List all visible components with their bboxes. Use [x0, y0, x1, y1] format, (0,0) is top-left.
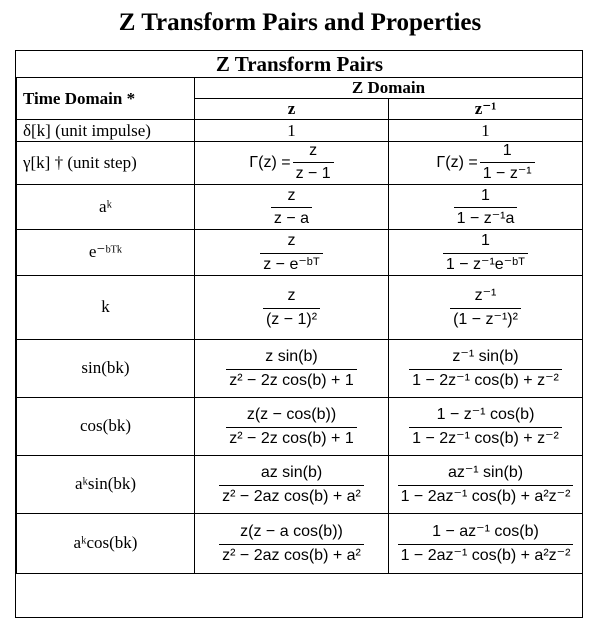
z-inverse-lhs: Γ(z) = — [436, 153, 478, 171]
z-numerator: z — [287, 232, 296, 250]
table-row — [17, 397, 583, 455]
z-numerator: z sin(b) — [265, 348, 318, 366]
z-inverse-numerator: 1 — [481, 232, 490, 250]
z-expression — [260, 232, 323, 274]
table-body — [17, 120, 583, 574]
z-inverse-denominator: 1 − z⁻¹e⁻ᵇᵀ — [443, 253, 528, 274]
z-inverse-expression — [398, 464, 574, 506]
time-domain-cell: sin(bk) — [17, 339, 195, 397]
z-inverse-fraction — [443, 232, 528, 274]
z-inverse-denominator: 1 − 2z⁻¹ cos(b) + z⁻² — [409, 427, 562, 448]
z-inverse-numerator: z⁻¹ sin(b) — [452, 348, 519, 366]
z-denominator: z − a — [271, 207, 312, 228]
z-domain-cell — [195, 229, 389, 275]
z-expression — [271, 187, 312, 229]
time-domain-cell: aᵏsin(bk) — [17, 455, 195, 513]
z-inverse-denominator: 1 − z⁻¹a — [454, 207, 518, 228]
z-fraction — [226, 348, 357, 390]
z-numerator: z — [287, 186, 296, 204]
time-domain-cell: e⁻ᵇᵀᵏ — [17, 229, 195, 275]
z-inverse-denominator: 1 − 2az⁻¹ cos(b) + a²z⁻² — [398, 485, 574, 506]
z-inverse-fraction — [398, 464, 574, 506]
time-domain-cell: aᵏ — [17, 184, 195, 229]
z-fraction — [260, 232, 323, 274]
z-fraction — [271, 187, 312, 229]
z-inverse-fraction — [409, 406, 562, 448]
z-inverse-denominator: 1 − 2az⁻¹ cos(b) + a²z⁻² — [398, 544, 574, 565]
z-inverse-denominator: 1 − z⁻¹ — [480, 162, 535, 183]
z-denominator: z² − 2z cos(b) + 1 — [226, 369, 357, 390]
z-domain-cell — [195, 397, 389, 455]
z-domain-cell — [195, 455, 389, 513]
z-inverse-numerator: 1 — [502, 142, 512, 159]
z-inverse-numerator: az⁻¹ sin(b) — [447, 464, 524, 482]
z-inverse-denominator: 1 − 2z⁻¹ cos(b) + z⁻² — [409, 369, 562, 390]
z-inverse-expression — [436, 142, 534, 184]
table-row — [17, 339, 583, 397]
z-inverse-domain-cell — [389, 229, 583, 275]
z-inverse-expression — [450, 287, 521, 329]
table-title: Z Transform Pairs — [17, 51, 583, 78]
time-domain-cell: k — [17, 275, 195, 339]
z-numerator: z — [309, 142, 318, 159]
header-time-domain: Time Domain * — [17, 78, 195, 120]
table-row — [17, 142, 583, 185]
z-inverse-expression — [409, 348, 562, 390]
z-domain-cell — [195, 142, 389, 185]
z-expression — [226, 406, 357, 448]
z-inverse-domain-cell — [389, 275, 583, 339]
z-domain-cell — [195, 513, 389, 573]
z-inverse-numerator: z⁻¹ — [474, 287, 497, 305]
z-expression — [249, 142, 333, 184]
z-denominator: z² − 2az cos(b) + a² — [219, 544, 364, 565]
time-domain-cell: γ[k] † (unit step) — [17, 142, 195, 185]
z-value: 1 — [287, 120, 296, 140]
z-denominator: z − e⁻ᵇᵀ — [260, 253, 323, 274]
z-domain-cell — [195, 339, 389, 397]
z-inverse-domain-cell — [389, 120, 583, 142]
z-inverse-value: 1 — [481, 120, 490, 140]
z-expression — [226, 348, 357, 390]
table-row — [17, 513, 583, 573]
z-inverse-numerator: 1 − az⁻¹ cos(b) — [432, 523, 539, 541]
z-expression — [219, 464, 364, 506]
z-inverse-denominator: (1 − z⁻¹)² — [450, 308, 521, 329]
time-domain-cell: δ[k] (unit impulse) — [17, 120, 195, 142]
z-denominator: (z − 1)² — [263, 308, 320, 329]
z-inverse-fraction — [480, 142, 535, 184]
z-lhs: Γ(z) = — [249, 153, 291, 171]
z-expression — [287, 121, 296, 141]
z-inverse-fraction — [398, 523, 574, 565]
z-expression — [263, 287, 320, 329]
z-denominator: z − 1 — [293, 162, 334, 183]
z-fraction — [263, 287, 320, 329]
z-inverse-fraction — [409, 348, 562, 390]
z-inverse-expression — [454, 187, 518, 229]
z-fraction — [219, 464, 364, 506]
z-fraction — [226, 406, 357, 448]
z-inverse-expression — [409, 406, 562, 448]
z-inverse-domain-cell — [389, 513, 583, 573]
z-denominator: z² − 2z cos(b) + 1 — [226, 427, 357, 448]
table-row — [17, 120, 583, 142]
z-inverse-expression — [398, 523, 574, 565]
z-numerator: z(z − cos(b)) — [246, 406, 337, 424]
page-title: Z Transform Pairs and Properties — [118, 9, 482, 36]
z-numerator: z(z − a cos(b)) — [240, 523, 343, 541]
table-row — [17, 455, 583, 513]
z-inverse-numerator: 1 — [481, 186, 490, 204]
z-inverse-domain-cell — [389, 455, 583, 513]
z-domain-cell — [195, 120, 389, 142]
header-z-inverse: z⁻¹ — [389, 99, 583, 120]
transform-table-frame — [15, 50, 583, 618]
z-inverse-expression — [443, 232, 528, 274]
z-inverse-domain-cell — [389, 397, 583, 455]
table-row — [17, 184, 583, 229]
z-inverse-expression — [481, 121, 490, 141]
time-domain-cell: cos(bk) — [17, 397, 195, 455]
z-domain-cell — [195, 275, 389, 339]
z-domain-cell — [195, 184, 389, 229]
z-fraction — [219, 523, 364, 565]
z-numerator: az sin(b) — [260, 464, 323, 482]
transform-pairs-table — [16, 51, 583, 574]
z-fraction — [293, 142, 334, 184]
header-z: z — [195, 99, 389, 120]
z-inverse-domain-cell — [389, 339, 583, 397]
z-inverse-domain-cell — [389, 142, 583, 185]
z-numerator: z — [287, 287, 296, 305]
z-inverse-numerator: 1 − z⁻¹ cos(b) — [436, 406, 535, 424]
z-inverse-fraction — [450, 287, 521, 329]
time-domain-cell: aᵏcos(bk) — [17, 513, 195, 573]
table-row — [17, 275, 583, 339]
z-inverse-fraction — [454, 187, 518, 229]
table-row — [17, 229, 583, 275]
header-z-domain: Z Domain — [195, 78, 583, 99]
z-expression — [219, 523, 364, 565]
z-denominator: z² − 2az cos(b) + a² — [219, 485, 364, 506]
z-inverse-domain-cell — [389, 184, 583, 229]
